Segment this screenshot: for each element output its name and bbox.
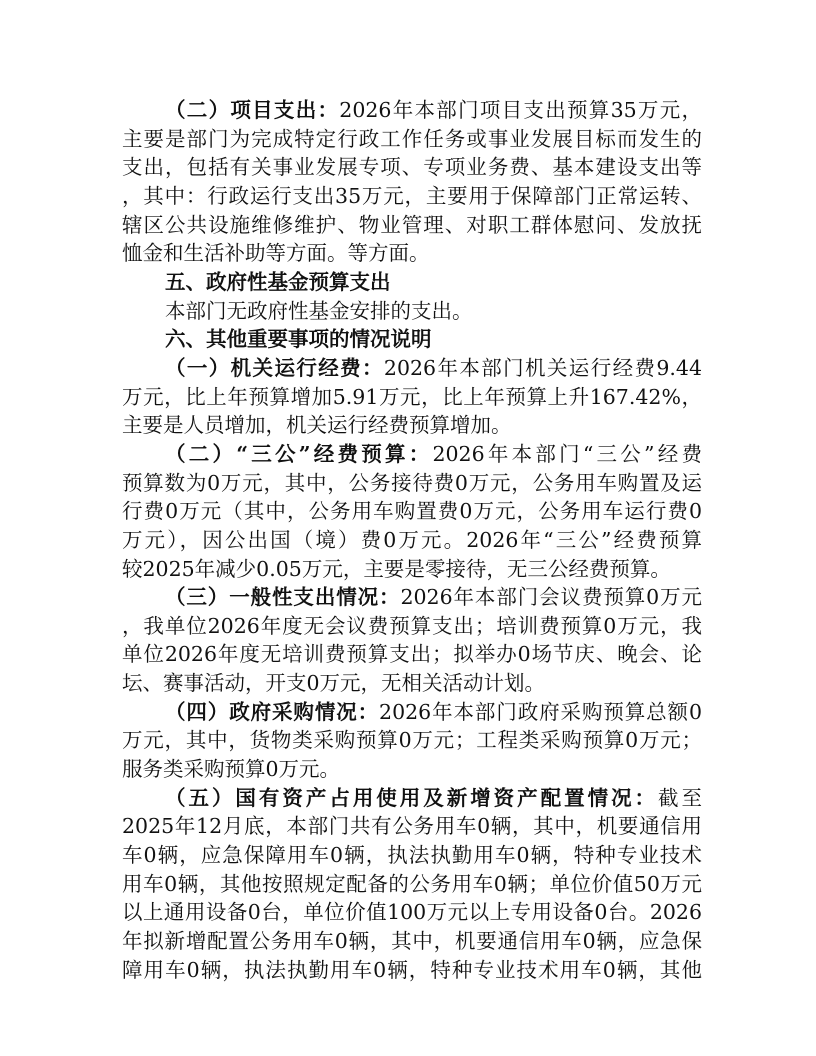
text-line (122, 325, 702, 354)
text-line (122, 898, 702, 927)
paragraph (122, 583, 702, 698)
section-heading (122, 325, 702, 354)
body-text: 恤金和生活补助等方面。等方面。 (122, 241, 430, 266)
heading-text: 六、其他重要事项的情况说明 (165, 327, 432, 352)
body-text: 车0辆，应急保障用车0辆，执法执勤用车0辆，特种专业技术 (122, 843, 702, 868)
body-text: 支出，包括有关事业发展专项、专项业务费、基本建设支出等 (122, 155, 702, 180)
text-line (122, 784, 702, 813)
paragraph (122, 297, 702, 326)
text-line (122, 812, 702, 841)
body-text: 以上通用设备0台，单位价值100万元以上专用设备0台。2026 (122, 900, 702, 925)
item-title: （二）项目支出： (165, 98, 340, 122)
text-line (122, 125, 702, 154)
body-text: 年拟新增配置公务用车0辆，其中，机要通信用车0辆，应急保 (122, 929, 702, 954)
item-title: （三）一般性支出情况： (165, 585, 401, 610)
body-text: 用车0辆，其他按照规定配备的公务用车0辆；单位价值50万元 (122, 871, 702, 896)
text-line (122, 383, 702, 412)
text-line (122, 870, 702, 899)
text-line (122, 726, 702, 755)
item-title: （一）机关运行经费： (165, 355, 384, 380)
text-line (122, 841, 702, 870)
body-text: 2026年本部门机关运行经费9.44 (383, 355, 703, 380)
body-text: 主要是部门为完成特定行政工作任务或事业发展目标而发生的 (122, 126, 702, 151)
heading-text: 五、政府性基金预算支出 (165, 269, 391, 294)
text-line (122, 698, 702, 727)
text-line (122, 211, 702, 240)
body-text: 2025年12月底，本部门共有公务用车0辆，其中，机要通信用 (122, 814, 702, 839)
paragraph (122, 354, 702, 440)
text-line (122, 640, 702, 669)
text-line (122, 182, 702, 211)
text-line (122, 555, 702, 584)
body-text: 行费0万元（其中，公务用车购置费0万元，公务用车运行费0 (122, 499, 702, 524)
item-title: （五）国有资产占用使用及新增资产配置情况： (165, 785, 659, 810)
paragraph (122, 784, 702, 985)
text-line (122, 497, 702, 526)
body-text: 预算数为0万元，其中，公务接待费0万元，公务用车购置及运 (122, 470, 702, 495)
item-title: （二）“三公”经费预算： (165, 441, 433, 466)
body-text: ，其中：行政运行支出35万元，主要用于保障部门正常运转、 (122, 183, 702, 208)
paragraph (122, 96, 702, 268)
text-line (122, 755, 702, 784)
text-line (122, 411, 702, 440)
text-line (122, 669, 702, 698)
body-text: 2026年本部门政府采购预算总额0 (379, 699, 703, 724)
text-line (122, 239, 702, 268)
body-text: 较2025年减少0.05万元，主要是零接待，无三公经费预算。 (122, 556, 671, 581)
body-text: 万元，其中，货物类采购预算0万元；工程类采购预算0万元； (122, 728, 702, 753)
body-text: 主要是人员增加，机关运行经费预算增加。 (122, 413, 512, 438)
text-line (122, 927, 702, 956)
body-text: ，我单位2026年度无会议费预算支出；培训费预算0万元，我 (122, 613, 702, 638)
body-text: 2026年本部门会议费预算0万元 (400, 585, 703, 610)
text-line (122, 956, 702, 985)
body-text: 本部门无政府性基金安排的支出。 (165, 298, 473, 323)
body-text: 万元，比上年预算增加5.91万元，比上年预算上升167.42%， (122, 384, 702, 409)
section-heading (122, 268, 702, 297)
body-text: 2026年本部门项目支出预算35万元， (339, 98, 703, 122)
text-line (122, 440, 702, 469)
body-text: 2026年本部门“三公”经费 (432, 441, 702, 466)
document-page (122, 96, 702, 984)
body-text: 万元），因公出国（境）费0万元。2026年“三公”经费预算 (122, 527, 702, 552)
body-text: 辖区公共设施维修维护、物业管理、对职工群体慰问、发放抚 (122, 212, 702, 237)
body-text: 服务类采购预算0万元。 (122, 757, 341, 782)
text-line (122, 96, 702, 125)
text-line (122, 526, 702, 555)
text-line (122, 583, 702, 612)
text-line (122, 354, 702, 383)
text-line (122, 153, 702, 182)
item-title: （四）政府采购情况： (165, 699, 380, 724)
text-line (122, 297, 702, 326)
paragraph (122, 698, 702, 784)
body-text: 障用车0辆，执法执勤用车0辆，特种专业技术用车0辆，其他 (122, 957, 702, 982)
body-text: 坛、赛事活动，开支0万元，无相关活动计划。 (122, 671, 546, 696)
text-line (122, 268, 702, 297)
body-text: 截至 (658, 785, 703, 810)
text-line (122, 612, 702, 641)
body-text: 单位2026年度无培训费预算支出；拟举办0场节庆、晚会、论 (122, 642, 702, 667)
paragraph (122, 440, 702, 583)
text-line (122, 469, 702, 498)
